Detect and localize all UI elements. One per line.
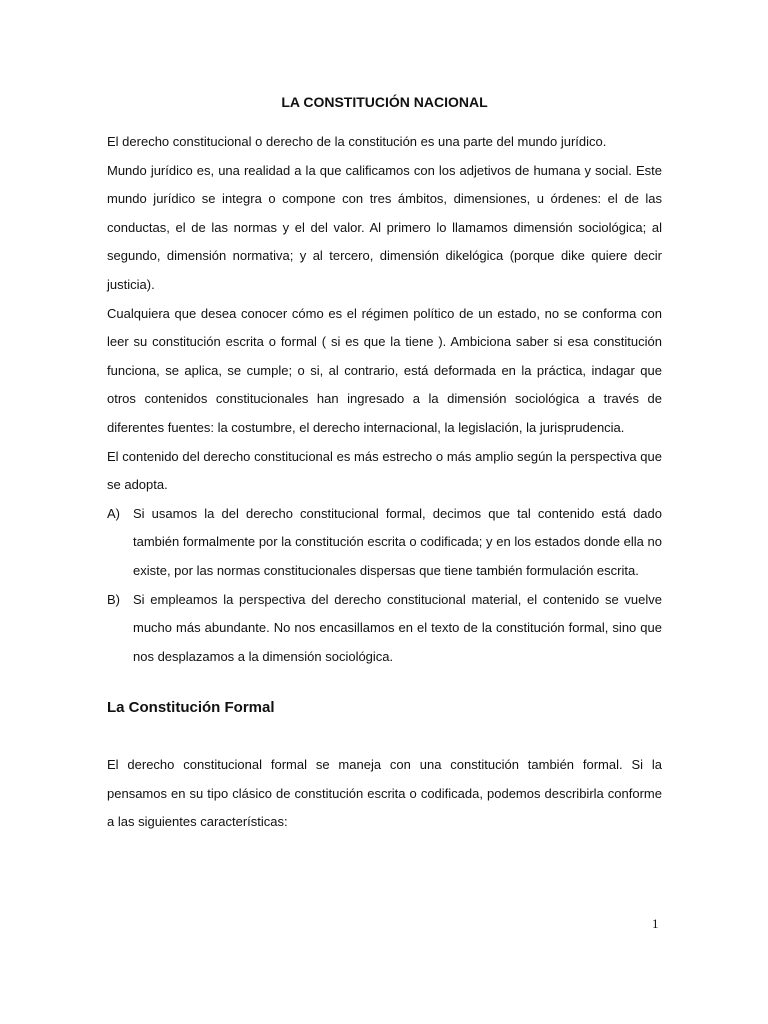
list-marker-a: A) (107, 505, 120, 521)
document-title: LA CONSTITUCIÓN NACIONAL (281, 94, 488, 110)
page-number: 1 (652, 916, 659, 931)
document-page (107, 92, 662, 837)
section-heading: La Constitución Formal (107, 699, 275, 717)
paragraph-contenido: El contenido del derecho constitucional es más estrecho o más amplio según la perspectiva que se adopta. (107, 448, 662, 493)
paragraph-constitucion-formal: El derecho constitucional formal se maneja con una constitución también formal. Si la pensamos en su tipo clásico de constitución escrita o codificada, podemos describirla conforme a las siguientes características: (107, 757, 662, 830)
list-item-b (107, 586, 662, 672)
list-text-a: Si usamos la del derecho constitucional formal, decimos que tal contenido está dado también formalmente por la constitución escrita o codificada; y en los estados donde ella no existe, por las normas constitucionales dispersas que tiene también formulación escrita. (133, 505, 662, 578)
paragraph-mundo-juridico: Mundo jurídico es, una realidad a la que calificamos con los adjetivos de humana y social. Este mundo jurídico se integra o compone con tres ámbitos, dimensiones, u órdenes: el de las conductas, el de las normas y el del valor. Al primero lo llamamos dimensión sociológica; al segundo, dimensión normativa; y al tercero, dimensión dikelógica (porque dike quiere decir justicia). (107, 162, 662, 292)
paragraph-regimen-politico: Cualquiera que desea conocer cómo es el régimen político de un estado, no se conforma con leer su constitución escrita o formal ( si es que la tiene ). Ambiciona saber si esa constitución funciona, se aplica, se cumple; o si, al contrario, está deformada en la práctica, indagar que otros contenidos constitucionales han ingresado a la dimensión sociológica a través de diferentes fuentes: la costumbre, el derecho internacional, la legislación, la jurisprudencia. (107, 305, 662, 435)
paragraph-definition: El derecho constitucional o derecho de la constitución es una parte del mundo jurídico. (107, 134, 607, 149)
list-text-b: Si empleamos la perspectiva del derecho constitucional material, el contenido se vuelve mucho más abundante. No nos encasillamos en el texto de la constitución formal, sino que nos desplazamos a la dimensión sociológica. (133, 591, 662, 664)
list-item-a (107, 500, 662, 586)
list-marker-b: B) (107, 591, 120, 607)
